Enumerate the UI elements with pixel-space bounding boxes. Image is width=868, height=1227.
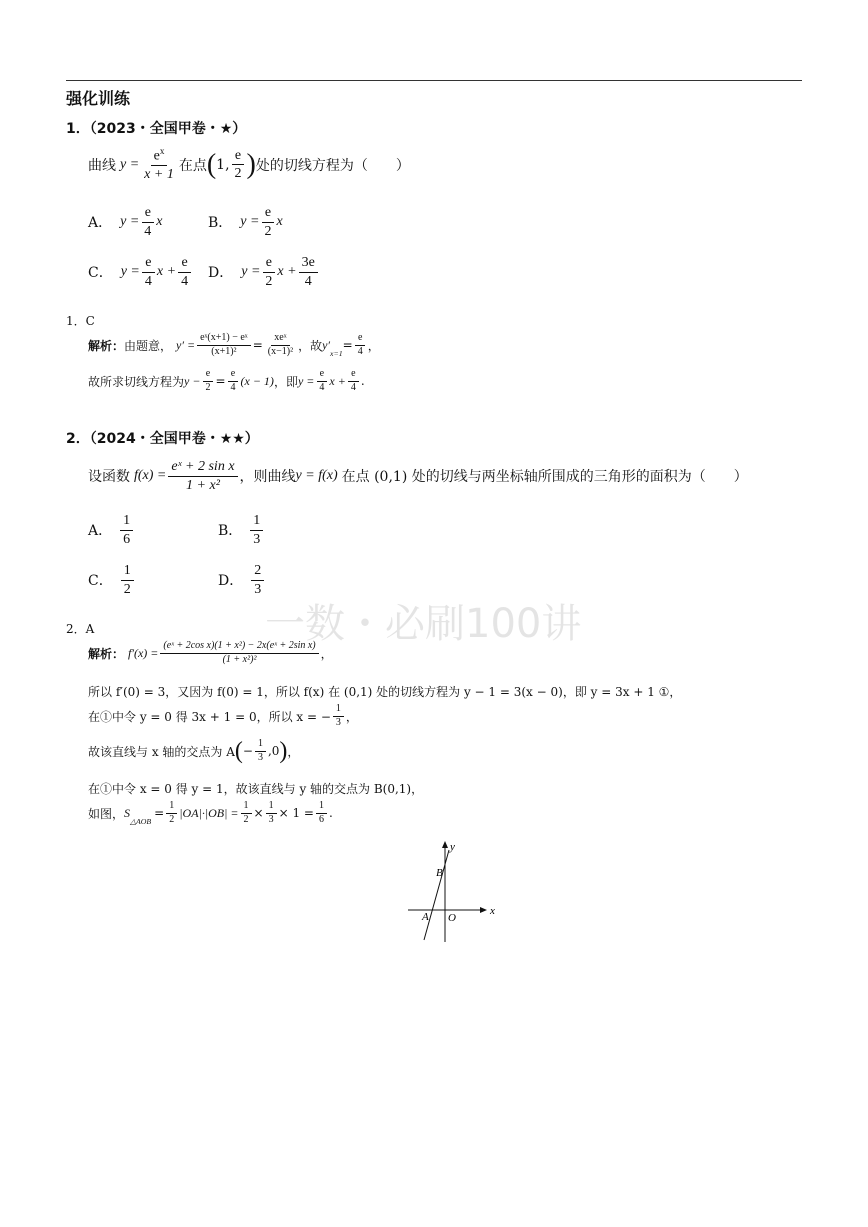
q1-stem-num-sup: x [159,146,165,156]
q1-option-c[interactable] [88,254,193,290]
q1-option-a-num: e [142,204,154,223]
q1-stem-lhs: y = [120,156,140,172]
q1-option-c-den2: 4 [181,273,189,289]
q1-option-c-num: e [142,254,154,273]
q1-option-b-den: 2 [264,223,272,239]
q2-solution-line-4 [88,738,299,764]
q2-solution-line-3 [88,703,358,729]
q2-sol-l1-den: (1 + x²)² [222,653,257,665]
q1-option-b-fraction [261,204,274,240]
q1-option-b-lhs: y = [240,214,260,229]
q2-stem-fraction [168,458,237,494]
q2-sol-l1-fraction [160,640,318,666]
q1-stem-prefix: 曲线 [88,157,116,174]
q2-sol-l6-f1-num: 1 [166,800,177,814]
q2-sol-l6-s: S [124,805,131,820]
q1-option-c-label: C． [88,265,113,281]
q1-sol-l2-f2-num: e [228,368,238,382]
q2-sol-l6-f2-den: 2 [243,813,249,825]
q1-stem-num: e [153,148,160,164]
q2-sol-l6-f2-num: 1 [241,800,252,814]
q2-stem-curve: y = f(x) [295,468,338,483]
q1-answer: 1．C [66,314,95,328]
q2-header: 2．（2024・全国甲卷・★★） [66,431,259,447]
q2-sol-l4-right-paren: ) [279,738,288,764]
q1-option-d-num2: 3e [299,254,318,273]
q1-stem-mid: 在点 [178,157,207,174]
q2-option-b[interactable] [218,512,265,548]
q1-sol-l2-fraction-4 [348,368,359,394]
q1-sol-l2-e: x + [329,373,346,388]
q2-sol-l4-inner: − [242,744,253,758]
q2-solution-label: 解析： [88,646,125,661]
q1-sol-l1-y: y′ [322,337,331,352]
q2-stem-prefix: 设函数 [88,469,130,485]
q2-sol-l4-den: 3 [257,751,263,763]
q1-sol-l1-f2-num: xeˣ [271,332,289,346]
q2-sol-l3-prefix: 在①中令 y = 0 得 3x + 1 = 0，所以 x = − [88,709,331,724]
q2-option-a-label: A． [88,523,113,539]
q2-sol-l6-b: |OA|·|OB| = [179,805,239,820]
q1-option-d-den: 2 [265,273,273,289]
q1-sol-l1-fraction-1 [197,332,251,358]
q2-stem-suffix: 在点 (0,1) 处的切线与两坐标轴所围成的三角形的面积为（ ） [341,469,748,485]
q1-sol-l2-end: . [360,374,365,388]
q1-sol-l2-f1-num: e [203,368,213,382]
q1-sol-l2-fraction-1 [202,368,213,394]
q2-option-b-fraction [250,512,263,548]
q1-option-c-fraction-2 [178,254,191,290]
q2-option-d-label: D． [218,573,244,589]
q2-sol-l6-fraction-1 [166,800,177,826]
q1-sol-l1-f2-den: (x−1)² [267,345,294,357]
q2-stem-lhs: f(x) = [134,468,167,483]
q2-option-b-den: 3 [253,531,261,547]
q1-sol-l1-f3-den: 4 [357,345,363,357]
q1-sol-l2-f1-den: 2 [205,381,211,393]
q1-solution-line-2 [88,368,365,394]
q2-sol-l4-end: ， [287,744,300,759]
q1-sol-l2-a: y − [184,373,201,388]
header-rule [66,80,802,81]
q2-figure [400,838,500,948]
q2-option-c-label: C． [88,573,113,589]
q1-option-b-tail: x [276,214,283,229]
q1-sol-l1-eq: = [252,338,263,352]
q1-sol-l1-fraction-2 [265,332,296,358]
q2-sol-l1-num: (eˣ + 2cos x)(1 + x²) − 2x(eˣ + 2sin x) [160,640,318,654]
q1-sol-l1-prefix: 由题意， [124,338,173,353]
q2-option-b-label: B． [218,523,243,539]
q2-sol-l4-prefix: 故该直线与 x 轴的交点为 A [88,744,235,759]
x-axis-label: x [490,905,495,917]
q2-stem-num: eˣ + 2 sin x [168,458,237,477]
q1-sol-l1-f3-num: e [355,332,365,346]
q1-sol-l2-d: y = [297,373,315,388]
q1-option-c-mid: x + [156,264,177,279]
q2-solution-line-5: 在①中令 x = 0 得 y = 1，故该直线与 y 轴的交点为 B(0,1)， [88,782,424,796]
q1-option-b-num: e [262,204,274,223]
q2-sol-l6-fraction-2 [241,800,252,826]
q2-sol-l6-a: = [154,806,165,820]
q1-sol-l2-f4-num: e [348,368,358,382]
q1-option-c-lhs: y = [120,264,140,279]
q1-option-d-lhs: y = [241,264,261,279]
q2-sol-l3-end: ， [345,709,358,724]
q1-point-fraction [232,147,245,183]
q1-option-a-label: A． [88,215,113,231]
q2-stem-den: 1 + x² [186,477,220,493]
watermark: 一数・必刷100讲 [265,601,582,647]
q2-sol-l6-sub: △AOB [130,817,152,826]
q1-sol-l1-mid: ，故 [298,338,323,353]
q1-option-d-label: D． [208,265,234,281]
q2-sol-l6-c: × [253,806,264,820]
q2-sol-l1-lhs: f′(x) = [128,645,159,660]
q2-option-a[interactable] [88,512,135,548]
q2-option-d-num: 2 [251,562,264,581]
q1-header: 1．（2023・全国甲卷・★） [66,121,247,137]
q1-option-c-den: 4 [144,273,152,289]
q1-sol-l1-end: ， [367,338,380,353]
q2-sol-l6-fraction-3 [266,800,277,826]
q1-sol-l2-f3-num: e [317,368,327,382]
q2-option-c-den: 2 [123,581,131,597]
q2-answer: 2．A [66,622,95,636]
q2-option-c-fraction [121,562,134,598]
q1-sol-l2-prefix: 故所求切线方程为 [88,374,185,389]
q1-sol-l2-fraction-3 [316,368,327,394]
q1-sol-l1-f1-num: eˣ(x+1) − eˣ [197,332,251,346]
q2-sol-l4-tail: ,0 [267,744,280,758]
q1-option-b-label: B． [208,215,233,231]
q1-point-num: e [232,147,244,166]
q2-solution-line-6 [88,800,333,826]
q2-sol-l6-prefix: 如图， [88,806,125,821]
q1-option-a-tail: x [156,214,163,229]
q1-stem [88,146,410,184]
q1-point-left-paren: ( [206,148,217,180]
q1-option-a-fraction [141,204,154,240]
point-b-label: B [436,867,443,879]
q2-sol-l6-f4-den: 6 [318,813,324,825]
q1-sol-l1-sub: x=1 [330,349,343,358]
q1-option-a[interactable] [88,204,163,240]
section-title: 强化训练 [66,89,131,108]
x-axis-arrow-icon [480,907,487,913]
q2-option-d-fraction [251,562,264,598]
q2-sol-l3-den: 3 [335,716,341,728]
q1-point-right-paren: ) [246,148,256,180]
q1-solution-line-1 [88,332,380,358]
q1-option-c-num2: e [178,254,190,273]
q1-option-d-den2: 4 [304,273,312,289]
q1-sol-l2-c: (x − 1) [240,373,274,388]
q1-option-c-fraction-1 [142,254,155,290]
q2-solution-line-2: 所以 f′(0) = 3，又因为 f(0) = 1，所以 f(x) 在 (0,1) 处的切线方程为 y − 1 = 3(x − 0)，即 y = 3x + 1 ①， [88,685,682,699]
q2-sol-l4-fraction [255,738,266,764]
q2-sol-l4-left-paren: ( [234,738,243,764]
point-a-label: A [422,911,429,923]
q1-option-d-mid: x + [277,264,297,279]
q2-solution-line-1 [88,640,333,666]
q1-option-b[interactable] [208,204,283,240]
q2-option-d-den: 3 [254,581,262,597]
q2-sol-l6-f1-den: 2 [169,813,175,825]
q2-sol-l4-num: 1 [255,738,266,752]
q2-sol-l6-f4-num: 1 [316,800,327,814]
q2-sol-l6-end: . [328,806,333,820]
q2-option-a-num: 1 [120,512,133,531]
q1-option-d-fraction-2 [299,254,318,290]
q2-sol-l6-f3-num: 1 [266,800,277,814]
y-axis-arrow-icon [442,841,448,848]
y-axis-label: y [450,841,455,853]
q1-solution-label: 解析： [88,338,125,353]
q2-option-c[interactable] [88,562,136,598]
q1-option-a-den: 4 [144,223,152,239]
q2-option-b-num: 1 [250,512,263,531]
q1-sol-l1-f1-den: (x+1)² [211,345,237,357]
q2-stem-mid: ，则曲线 [239,469,296,485]
q1-sol-l2-mid: ，即 [273,374,298,389]
q1-sol-l2-f2-den: 4 [230,381,236,393]
q2-option-a-fraction [120,512,133,548]
q2-option-d[interactable] [218,562,266,598]
q2-sol-l3-num: 1 [333,703,344,717]
q1-stem-den: x + 1 [144,167,174,183]
q2-option-a-den: 6 [123,531,131,547]
q2-sol-l6-f3-den: 3 [268,813,274,825]
q2-sol-l3-fraction [333,703,344,729]
q1-sol-l1-fraction-3 [355,332,366,358]
q1-stem-suffix: 处的切线方程为（ ） [255,157,410,174]
q2-option-c-num: 1 [121,562,134,581]
q1-point-den: 2 [234,166,242,182]
q1-sol-l1-lhs: y′ = [176,337,196,352]
q2-sol-l6-fraction-4 [316,800,327,826]
q1-stem-fraction [141,146,177,184]
q1-sol-l2-f3-den: 4 [319,381,325,393]
q1-sol-l1-eq2: = [342,338,353,352]
q1-point-a: 1, [216,156,230,173]
q1-sol-l2-b: = [215,374,226,388]
q1-option-d[interactable] [208,254,320,290]
q1-option-d-fraction-1 [262,254,275,290]
q1-sol-l2-f4-den: 4 [350,381,356,393]
q2-sol-l1-end: ， [320,646,333,661]
q1-option-d-num: e [263,254,275,273]
q2-stem [88,458,748,494]
q2-sol-l6-d: × 1 = [278,806,314,820]
q1-sol-l2-fraction-2 [228,368,239,394]
q1-option-a-lhs: y = [120,214,140,229]
origin-label: O [448,912,456,924]
